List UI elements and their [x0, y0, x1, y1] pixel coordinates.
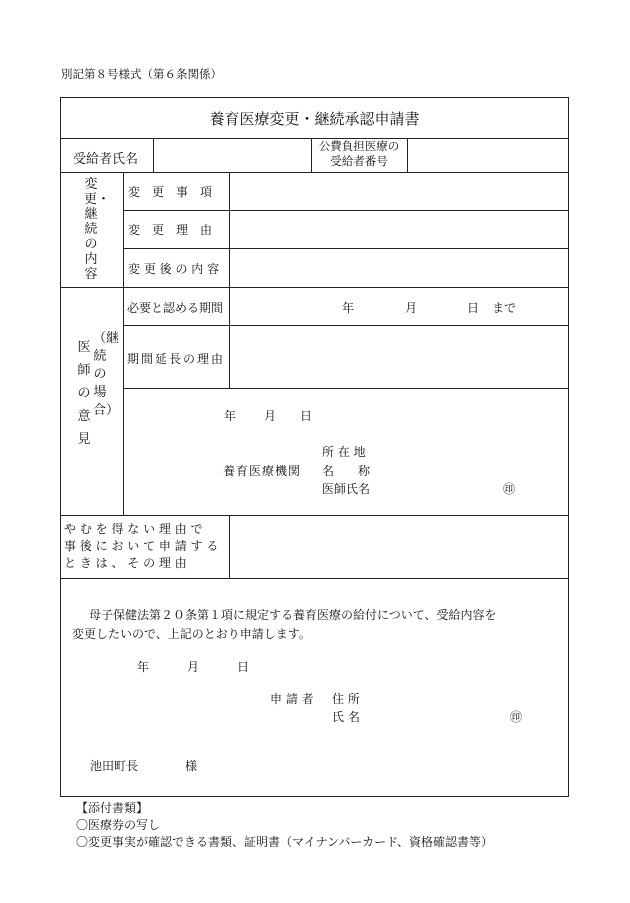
- late-reason-label-line1: や む を 得 な い 理 由 で: [64, 522, 203, 536]
- late-reason-label-line2: 事 後 に お い て 申 請 す る: [64, 539, 219, 553]
- public-insurer-number-field[interactable]: [408, 139, 568, 171]
- addressee: 池田町長: [90, 759, 139, 773]
- attachment-item: 〇医療券の写し: [76, 818, 161, 832]
- statement-line2: 変更したいので、上記のとおり申請します。: [72, 627, 311, 641]
- needed-period-label: 必要と認める期間: [127, 301, 224, 315]
- doctor-seal-mark: ㊞: [503, 482, 516, 496]
- recipient-name-field[interactable]: [154, 139, 310, 171]
- doctor-section-label: 医師の意見: [77, 340, 91, 447]
- attachments-title: 【添付書類】: [76, 801, 149, 815]
- doctor-date-year: 年: [224, 409, 237, 423]
- statement-line1: 母子保健法第２０条第１項に規定する養育医療の給付について、受給内容を: [89, 608, 497, 622]
- form-number: 別記第８号様式（第６条関係）: [61, 67, 222, 81]
- extension-reason-field[interactable]: [230, 326, 568, 387]
- late-reason-label: [64, 521, 218, 572]
- apply-date-year: 年: [137, 660, 150, 674]
- extension-reason-label: 期間延長の理由: [127, 352, 226, 366]
- applicant-label: 申 請 者: [270, 692, 314, 706]
- needed-period-month: 月: [405, 301, 418, 315]
- apply-date-day: 日: [237, 660, 250, 674]
- change-section-label: 変更・継続の内容: [84, 177, 111, 282]
- addressee-honorific: 様: [185, 759, 198, 773]
- divider-extension: [123, 388, 569, 389]
- late-reason-label-line3: と き は 、 そ の 理 由: [64, 556, 187, 570]
- change-row-label: 変 更 理 由: [128, 223, 213, 237]
- change-row-label: 変 更 事 項: [128, 185, 213, 199]
- form-title: 養育医療変更・継続承認申請書: [209, 110, 420, 128]
- institution-label: 養育医療機関: [223, 464, 302, 478]
- public-insurer-label: [311, 139, 407, 169]
- needed-period-year: 年: [342, 301, 355, 315]
- doctor-date-day: 日: [300, 409, 313, 423]
- change-row-value[interactable]: [230, 249, 568, 286]
- applicant-seal-mark: ㊞: [510, 710, 523, 724]
- change-row-label: 変 更 後 の 内 容: [128, 262, 220, 276]
- institution-name-label: 名 称: [322, 464, 371, 478]
- doctor-date-month: 月: [264, 409, 277, 423]
- recipient-name-label: 受給者氏名: [73, 152, 139, 167]
- divider-late-end: [60, 578, 569, 579]
- divider-section-col: [123, 172, 124, 515]
- needed-period-until: まで: [492, 301, 517, 315]
- doctor-address-label: 所 在 地: [322, 445, 366, 459]
- change-row-value[interactable]: [230, 173, 568, 209]
- public-insurer-label-line2: 受給者番号: [330, 154, 388, 168]
- needed-period-day: 日: [467, 301, 480, 315]
- apply-date-month: 月: [187, 660, 200, 674]
- change-row-value[interactable]: [230, 211, 568, 247]
- public-insurer-label-line1: 公費負担医療の: [318, 139, 400, 153]
- applicant-name-label: 氏 名: [332, 710, 360, 724]
- applicant-address-label: 住 所: [332, 692, 360, 706]
- doctor-name-label: 医師氏名: [322, 482, 371, 496]
- doctor-section-condition: （継続の場合）: [93, 331, 120, 418]
- attachment-item: 〇変更事実が確認できる書類、証明書（マイナンバーカード、資格確認書等）: [76, 835, 494, 849]
- late-reason-field[interactable]: [230, 516, 568, 577]
- needed-period-field[interactable]: [230, 288, 568, 324]
